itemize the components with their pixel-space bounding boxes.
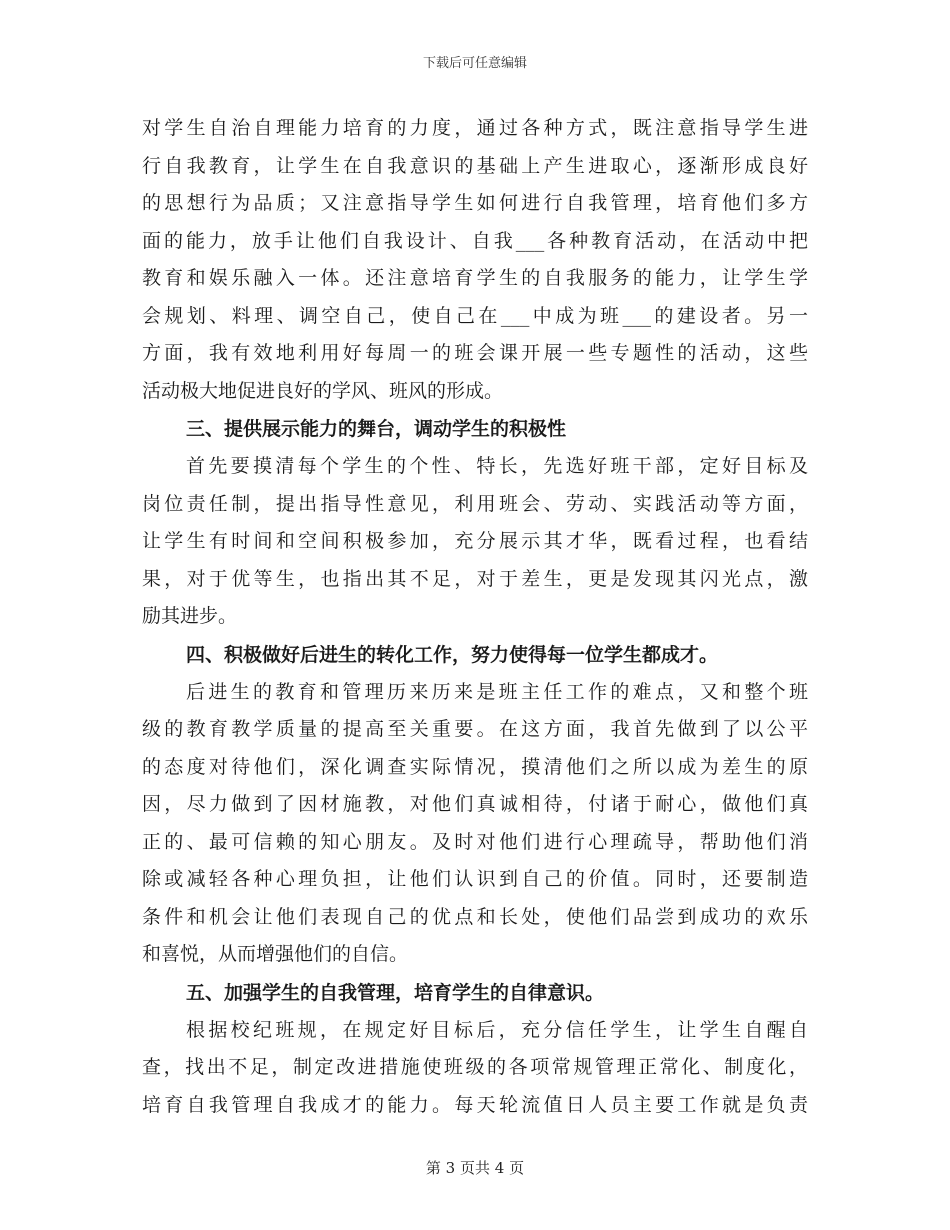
section-heading-3: 三、提供展示能力的舞台，调动学生的积极性 xyxy=(186,418,567,440)
paragraph-section-4 xyxy=(142,674,808,974)
text-line: 岗位责任制，提出指导性意见，利用班会、劳动、实践活动等方面， xyxy=(142,492,808,515)
text-line: 培育自我管理自我成才的能力。每天轮流值日人员主要工作就是负责 xyxy=(142,1093,808,1116)
text-line: 条件和机会让他们表现自己的优点和长处，使他们品尝到成功的欢乐 xyxy=(142,905,808,928)
text-line: 因，尽力做到了因材施教，对他们真诚相待，付诸于耐心，做他们真 xyxy=(142,793,808,815)
text-line: 面的能力，放手让他们自我设计、自我___各种教育活动，在活动中把 xyxy=(142,229,808,252)
text-line: 的态度对待他们，深化调查实际情况，摸清他们之所以成为差生的原 xyxy=(142,755,808,778)
text-line: 教育和娱乐融入一体。还注意培育学生的自我服务的能力，让学生学 xyxy=(142,267,808,289)
text-line: 对学生自治自理能力培育的力度，通过各种方式，既注意指导学生进 xyxy=(142,117,808,139)
paragraph-section-5 xyxy=(142,1012,808,1125)
text-line: 后进生的教育和管理历来历来是班主任工作的难点，又和整个班 xyxy=(186,680,808,703)
text-line: 和喜悦，从而增强他们的自信。 xyxy=(142,943,409,965)
section-heading-5: 五、加强学生的自我管理，培育学生的自律意识。 xyxy=(186,981,605,1004)
text-line: 让学生有时间和空间积极参加，充分展示其才华，既看过程，也看结 xyxy=(142,530,808,552)
text-line: 的思想行为品质；又注意指导学生如何进行自我管理，培育他们多方 xyxy=(142,192,808,214)
paragraph-intro xyxy=(142,110,808,410)
document-body xyxy=(142,110,808,1124)
text-line: 方面，我有效地利用好每周一的班会课开展一些专题性的活动，这些 xyxy=(142,342,808,364)
paragraph-section-3 xyxy=(142,448,808,636)
text-line: 除或减轻各种心理负担，让他们认识到自己的价值。同时，还要制造 xyxy=(142,868,808,890)
text-line: 果，对于优等生，也指出其不足，对于差生，更是发现其闪光点，激 xyxy=(142,567,808,590)
text-line: 级的教育教学质量的提高至关重要。在这方面，我首先做到了以公平 xyxy=(142,718,808,740)
page-header: 下载后可任意编辑 xyxy=(422,56,527,71)
text-line: 会规划、料理、调空自己，使自己在___中成为班___的建设者。另一 xyxy=(142,304,808,327)
text-line: 行自我教育，让学生在自我意识的基础上产生进取心，逐渐形成良好 xyxy=(142,154,808,177)
text-line: 首先要摸清每个学生的个性、特长，先选好班干部，定好目标及 xyxy=(186,455,808,477)
text-line: 励其进步。 xyxy=(142,605,238,627)
text-line: 根据校纪班规，在规定好目标后，充分信任学生，让学生自醒自 xyxy=(186,1018,808,1041)
text-line: 正的、最可信赖的知心朋友。及时对他们进行心理疏导，帮助他们消 xyxy=(142,830,808,853)
text-line: 查，找出不足，制定改进措施使班级的各项常规管理正常化、制度化， xyxy=(142,1056,808,1078)
page-footer: 第 3 页共 4 页 xyxy=(425,1159,525,1177)
section-heading-4: 四、积极做好后进生的转化工作，努力使得每一位学生都成才。 xyxy=(186,643,719,666)
text-line: 活动极大地促进良好的学风、班风的形成。 xyxy=(142,379,504,402)
